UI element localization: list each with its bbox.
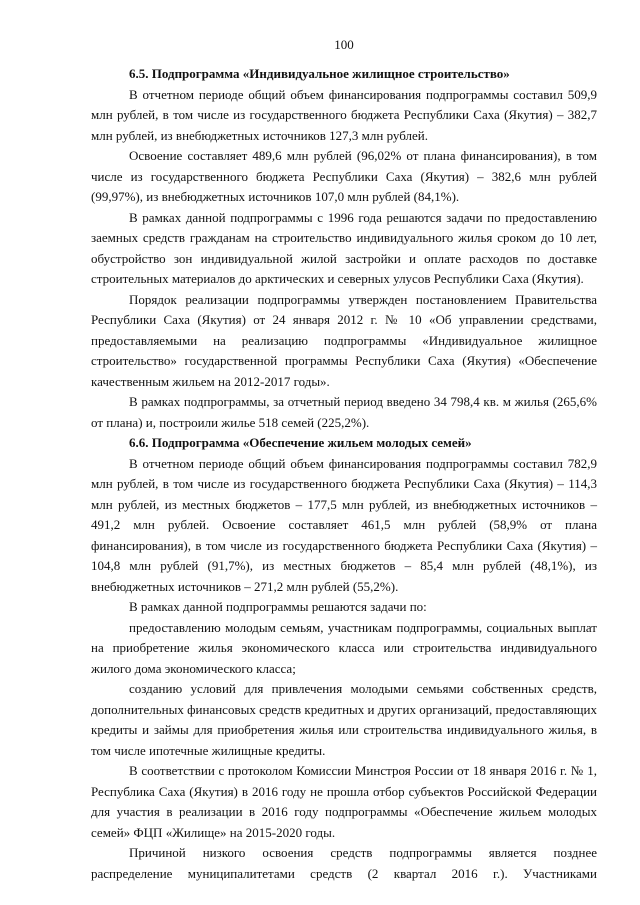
paragraph: В соответствии с протоколом Комиссии Минстроя России от 18 января 2016 г. № 1, Республика Саха (Якутия) в 2016 году не прошла отбор субъектов Российской Федерации для участия в реализации в 2016 году подпрограммы «Обеспечение жильем молодых семей» ФЦП «Жилище» на 2015-2020 годы. xyxy=(91,763,597,840)
section-heading-6-5: 6.5. Подпрограмма «Индивидуальное жилищное строительство» xyxy=(129,66,510,81)
document-body xyxy=(91,64,597,884)
paragraph: предоставлению молодым семьям, участникам подпрограммы, социальных выплат на приобретение жилья экономического класса или строительства индивидуального жилого дома экономического класса; xyxy=(91,619,597,676)
paragraph: В рамках подпрограммы, за отчетный период введено 34 798,4 кв. м жилья (265,6% от плана) и, построили жилье 518 семей (225,2%). xyxy=(91,394,597,430)
paragraph: В отчетном периоде общий объем финансирования подпрограммы составил 509,9 млн рублей, в том числе из государственного бюджета Республики Саха (Якутия) – 382,7 млн рублей, из внебюджетных источников 127,3 млн рублей. xyxy=(91,86,597,143)
paragraph: В отчетном периоде общий объем финансирования подпрограммы составил 782,9 млн рублей, в том числе из государственного бюджета Республики Саха (Якутия) – 114,3 млн рублей, из местных бюджетов – 177,5 млн рублей, из внебюджетных источников – 491,2 млн рублей. Освоение составляет 461,5 млн рублей (58,9% от плана финансирования), в том числе из государственного бюджета Республики Саха (Якутия) – 104,8 млн рублей (91,7%), из местных бюджетов – 85,4 млн рублей (48,1%), из внебюджетных источников – 271,2 млн рублей (55,2%). xyxy=(91,455,597,594)
paragraph-continued: Причиной низкого освоения средств подпрограммы является позднее распределение муниципалитетами средств (2 квартал 2016 г.). Участниками xyxy=(91,845,597,881)
paragraph: Освоение составляет 489,6 млн рублей (96,02% от плана финансирования), в том числе из государственного бюджета Республики Саха (Якутия) – 382,6 млн рублей (99,97%), из внебюджетных источников 107,0 млн рублей (84,1%). xyxy=(91,148,597,204)
paragraph: В рамках данной подпрограммы решаются задачи по: xyxy=(129,599,427,614)
paragraph: Порядок реализации подпрограммы утвержден постановлением Правительства Республики Саха (Якутия) от 24 января 2012 г. № 10 «Об управлении средствами, предоставляемыми на реализацию подпрограммы «Индивидуальное жилищное строительство» государственной программы Республики Саха (Якутия) «Обеспечение качественным жильем на 2012-2017 годы». xyxy=(91,291,597,389)
section-heading-6-6: 6.6. Подпрограмма «Обеспечение жильем молодых семей» xyxy=(129,435,472,450)
paragraph: В рамках данной подпрограммы с 1996 года решаются задачи по предоставлению заемных средств гражданам на строительство индивидуального жилья сроком до 10 лет, обустройство зон индивидуальной жилой застройки и оплате расходов по доставке строительных материалов до арктических и северных улусов Республики Саха (Якутия). xyxy=(91,209,597,286)
paragraph: созданию условий для привлечения молодыми семьями собственных средств, дополнительных финансовых средств кредитных и других организаций, предоставляющих кредиты и займы для приобретения жилья или строительства индивидуального жилья, в том числе ипотечные жилищные кредиты. xyxy=(91,681,597,758)
page-number: 100 xyxy=(334,37,354,52)
